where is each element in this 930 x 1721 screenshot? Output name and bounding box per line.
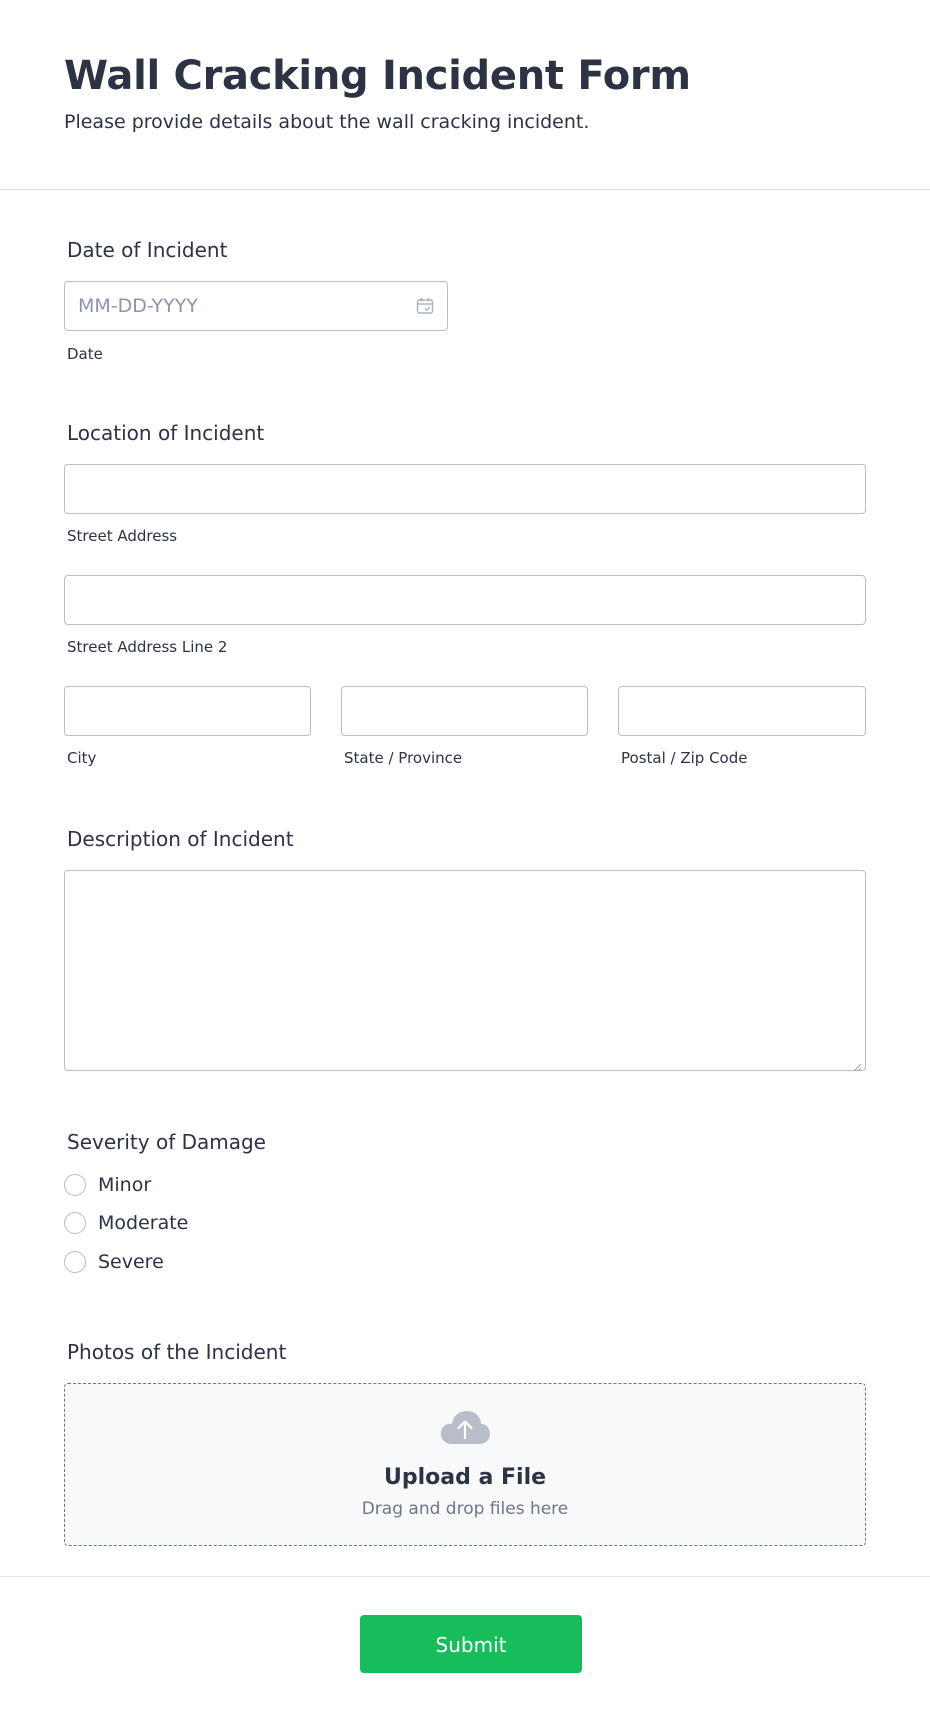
date-field: [64, 238, 866, 368]
radio-circle[interactable]: [64, 1212, 86, 1234]
photos-label: Photos of the Incident: [67, 1340, 287, 1364]
form-subtitle: Please provide details about the wall cracking incident.: [64, 111, 590, 133]
street-address-line2-input[interactable]: [64, 575, 866, 625]
file-upload-dropzone[interactable]: [64, 1383, 866, 1546]
date-input[interactable]: [64, 281, 448, 331]
state-sublabel: State / Province: [344, 749, 463, 767]
radio-option-severe[interactable]: [64, 1248, 164, 1276]
description-field: [64, 827, 866, 1077]
radio-circle[interactable]: [64, 1174, 86, 1196]
severity-field: [64, 1130, 866, 1280]
radio-label: Severe: [98, 1251, 164, 1273]
cloud-upload-icon: [439, 1410, 491, 1446]
street-address-line2-sublabel: Street Address Line 2: [67, 638, 228, 656]
form-title: Wall Cracking Incident Form: [64, 53, 691, 99]
upload-title: Upload a File: [383, 1465, 547, 1490]
description-textarea[interactable]: [64, 870, 866, 1071]
severity-label: Severity of Damage: [67, 1130, 266, 1154]
location-label: Location of Incident: [67, 421, 265, 445]
radio-option-moderate[interactable]: [64, 1209, 188, 1237]
form-header: [0, 0, 930, 190]
radio-circle[interactable]: [64, 1251, 86, 1273]
radio-label: Moderate: [98, 1212, 189, 1234]
location-field: [64, 421, 866, 771]
city-input[interactable]: [64, 686, 311, 736]
upload-subtitle: Drag and drop files here: [361, 1499, 569, 1519]
resize-handle-icon[interactable]: [852, 1057, 862, 1067]
date-placeholder: MM-DD-YYYY: [78, 295, 198, 317]
submit-button[interactable]: Submit: [360, 1615, 582, 1673]
calendar-icon[interactable]: [415, 296, 435, 316]
radio-label: Minor: [98, 1174, 152, 1196]
state-input[interactable]: [341, 686, 588, 736]
description-label: Description of Incident: [67, 827, 294, 851]
city-sublabel: City: [67, 749, 97, 767]
zip-input[interactable]: [618, 686, 866, 736]
zip-sublabel: Postal / Zip Code: [621, 749, 748, 767]
street-address-sublabel: Street Address: [67, 527, 178, 545]
footer-divider: [0, 1576, 930, 1577]
radio-option-minor[interactable]: [64, 1171, 151, 1199]
street-address-input[interactable]: [64, 464, 866, 514]
date-label: Date of Incident: [67, 238, 228, 262]
date-sublabel: Date: [67, 345, 103, 363]
photos-field: [64, 1340, 866, 1550]
